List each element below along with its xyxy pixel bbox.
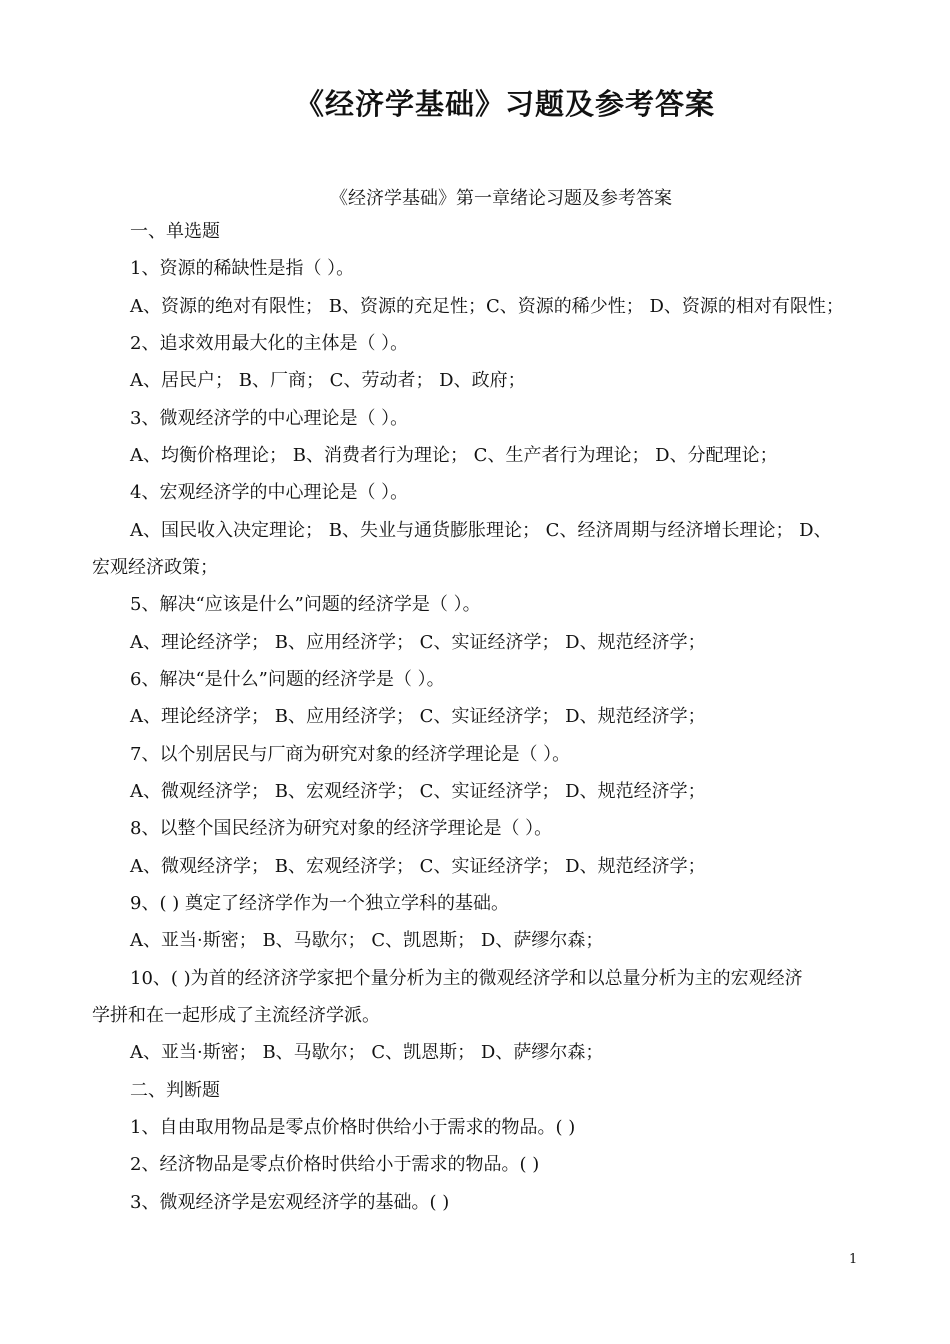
tf-question-2: 2、经济物品是零点价格时供给小于需求的物品。( )	[130, 1154, 540, 1175]
page-number: 1	[849, 1252, 858, 1267]
question-9-options: A、亚当·斯密； B、马歇尔； C、凯恩斯； D、萨缪尔森；	[130, 930, 604, 951]
tf-question-3: 3、微观经济学是宏观经济学的基础。( )	[130, 1192, 450, 1213]
question-8-options: A、微观经济学； B、宏观经济学； C、实证经济学； D、规范经济学；	[130, 856, 706, 877]
question-3: 3、微观经济学的中心理论是（ ）。	[130, 408, 409, 429]
question-5-options: A、理论经济学； B、应用经济学； C、实证经济学； D、规范经济学；	[130, 632, 706, 653]
question-10-options: A、亚当·斯密； B、马歇尔； C、凯恩斯； D、萨缪尔森；	[130, 1042, 604, 1063]
question-1: 1、资源的稀缺性是指（ ）。	[130, 258, 355, 279]
question-6-options: A、理论经济学； B、应用经济学； C、实证经济学； D、规范经济学；	[130, 706, 706, 727]
question-7: 7、以个别居民与厂商为研究对象的经济学理论是（ ）。	[130, 744, 571, 765]
question-2: 2、追求效用最大化的主体是（ ）。	[130, 333, 409, 354]
question-1-options: A、资源的绝对有限性； B、资源的充足性；C、资源的稀少性； D、资源的相对有限性；	[130, 296, 844, 317]
question-7-options: A、微观经济学； B、宏观经济学； C、实证经济学； D、规范经济学；	[130, 781, 706, 802]
chapter-subtitle: 《经济学基础》第一章绪论习题及参考答案	[330, 188, 672, 209]
tf-question-1: 1、自由取用物品是零点价格时供给小于需求的物品。( )	[130, 1117, 576, 1138]
question-8: 8、以整个国民经济为研究对象的经济学理论是（ ）。	[130, 818, 553, 839]
question-9: 9、( ) 奠定了经济学作为一个独立学科的基础。	[130, 893, 509, 914]
question-2-options: A、居民户； B、厂商； C、劳动者； D、政府；	[130, 370, 526, 391]
question-10: 10、( )为首的经济济学家把个量分析为主的微观经济学和以总量分析为主的宏观经济	[130, 968, 803, 989]
question-5: 5、解决“应该是什么”问题的经济学是（ ）。	[130, 594, 481, 615]
section-heading-true-false: 二、判断题	[130, 1080, 220, 1101]
question-3-options: A、均衡价格理论； B、消费者行为理论； C、生产者行为理论； D、分配理论；	[130, 445, 778, 466]
question-4: 4、宏观经济学的中心理论是（ ）。	[130, 482, 409, 503]
section-heading-single-choice: 一、单选题	[130, 221, 220, 242]
question-4-options-continued: 宏观经济政策；	[92, 557, 218, 578]
question-10-continued: 学拼和在一起形成了主流经济学派。	[92, 1005, 380, 1026]
document-title: 《经济学基础》习题及参考答案	[294, 87, 715, 121]
question-6: 6、解决“是什么”问题的经济学是（ ）。	[130, 669, 445, 690]
question-4-options: A、国民收入决定理论； B、失业与通货膨胀理论； C、经济周期与经济增长理论； D、	[130, 520, 832, 541]
